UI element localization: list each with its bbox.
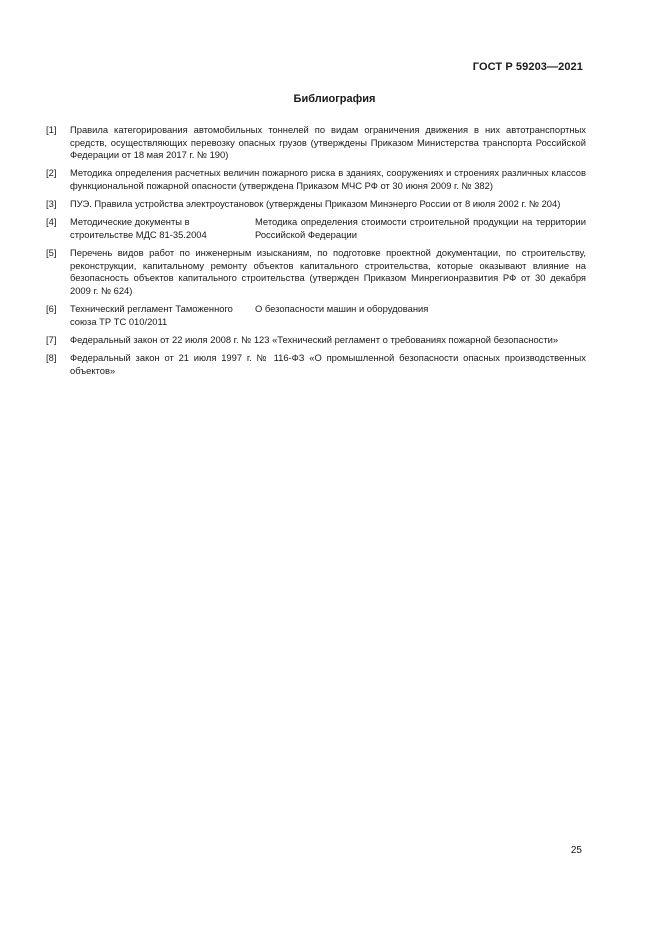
entry-text: Правила категорирования автомобильных тоннелей по видам ограничения движения в них автотранспортных средств, осуществляющих перевозку опасных грузов (утверждены Приказом Министерства транспорта Российской Федерации от 18 мая 2017 г. № 190) <box>70 124 586 161</box>
page-number: 25 <box>570 845 582 856</box>
entry-number: [5] <box>46 247 57 259</box>
standard-code: ГОСТ Р 59203—2021 <box>472 61 583 73</box>
entry-number: [2] <box>46 167 57 179</box>
entry-number: [8] <box>46 352 57 364</box>
bibliography-list <box>46 124 586 383</box>
entry-text: Федеральный закон от 22 июля 2008 г. № 123 «Технический регламент о требованиях пожарной безопасности» <box>70 333 559 345</box>
entry-number: [1] <box>46 124 57 135</box>
entry-number: [3] <box>46 198 57 210</box>
entry-text: ПУЭ. Правила устройства электроустановок (утверждены Приказом Минэнерго России от 8 июля 2002 г. № 204) <box>70 198 561 210</box>
bibliography-title: Библиография <box>293 93 376 105</box>
bibliography-entry-7 <box>46 334 586 347</box>
entry-number: [4] <box>46 216 57 228</box>
entry-text: Методика определения расчетных величин пожарного риска в зданиях, сооружениях и строениях различных классов функциональной пожарной опасности (утверждена Приказом МЧС РФ от 30 июня 2009 г. № 382) <box>70 167 586 191</box>
bibliography-entry-6 <box>46 303 586 328</box>
entry-text: Перечень видов работ по инженерным изысканиям, по подготовке проектной документации, по строительству, реконструкции, капитальному ремонту объектов капитального строительства, которые оказывают влияние на безопасность объектов капитального строительства (утвержден Приказом Минрегионразвития РФ от 30 декабря 2009 г. № 624) <box>70 247 586 296</box>
entry-number: [7] <box>46 333 57 345</box>
bibliography-entry-5 <box>46 247 586 297</box>
entry-number: [6] <box>46 303 57 315</box>
entry-document-title: Методика определения стоимости строительной продукции на территории Российской Федерации <box>255 216 586 240</box>
bibliography-entry-4 <box>46 216 586 241</box>
entry-text: Федеральный закон от 21 июля 1997 г. № 116-ФЗ «О промышленной безопасности опасных производственных объектов» <box>70 352 586 376</box>
entry-document-type: Технический регламент Таможенного союза ТР ТС 010/2011 <box>70 303 233 327</box>
bibliography-entry-3 <box>46 198 586 211</box>
bibliography-entry-2 <box>46 167 586 192</box>
entry-document-title: О безопасности машин и оборудования <box>255 303 429 315</box>
bibliography-entry-8 <box>46 352 586 377</box>
bibliography-entry-1 <box>46 124 586 162</box>
entry-document-type: Методические документы в строительстве МДС 81-35.2004 <box>70 216 207 240</box>
